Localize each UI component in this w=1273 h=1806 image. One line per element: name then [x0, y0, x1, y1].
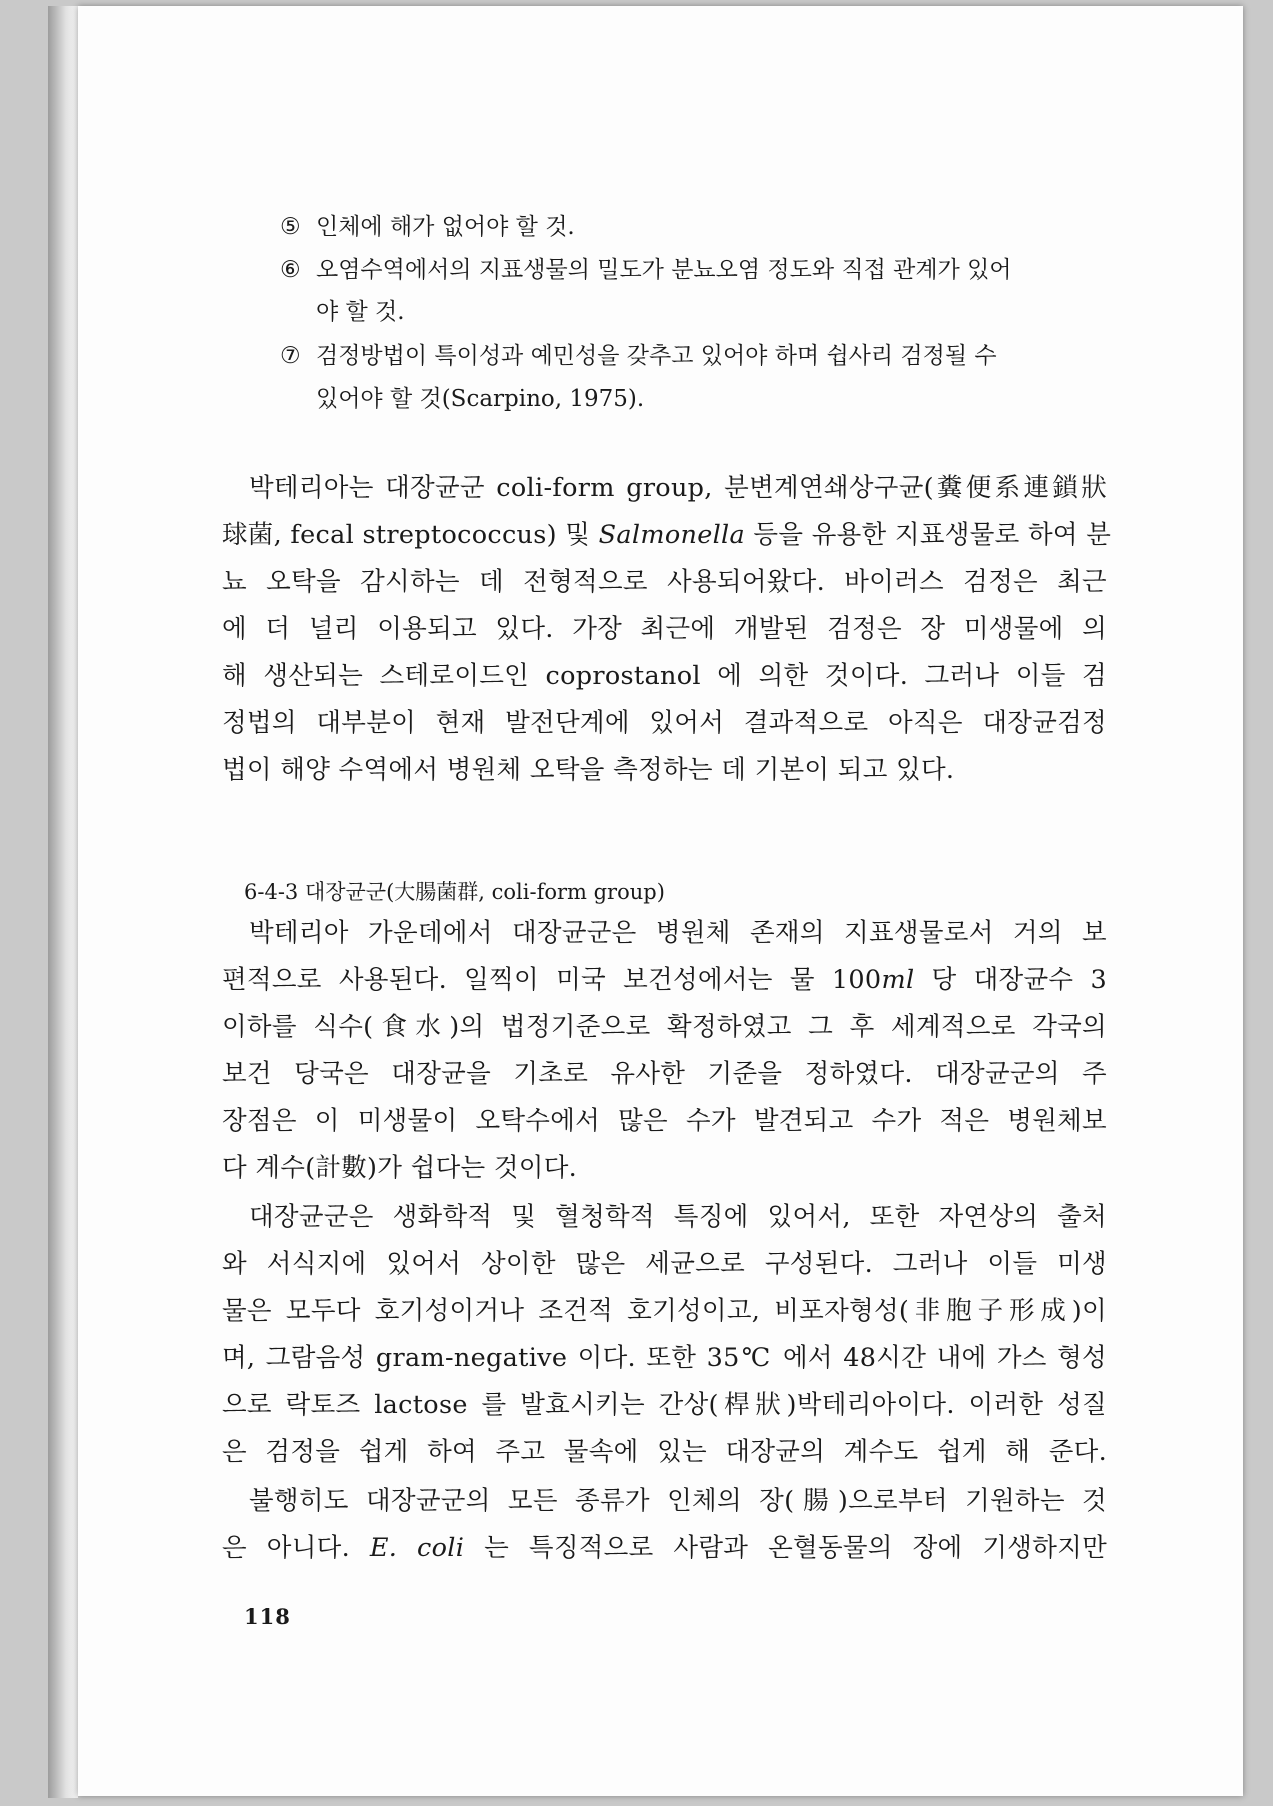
text-line: 장점은 이 미생물이 오탁수에서 많은 수가 발견되고 수가 적은 병원체보 — [222, 1106, 1107, 1136]
section-paragraph-1 — [222, 910, 1107, 1192]
text-line: 은 아니다. E. coli 는 특징적으로 사람과 온혈동물의 장에 기생하지만 — [222, 1533, 1108, 1563]
unit-ml: ml — [881, 965, 915, 995]
list-text: 있어야 할 것(Scarpino, 1975). — [316, 386, 645, 412]
text-line: 에 더 널리 이용되고 있다. 가장 최근에 개발된 검정은 장 미생물에 의 — [222, 614, 1107, 644]
text-line: 며, 그람음성 gram-negative 이다. 또한 35℃ 에서 48시간 내에 가스 형성 — [222, 1343, 1107, 1373]
species-name: Salmonella — [598, 520, 746, 550]
section-heading: 6-4-3 대장균군(大腸菌群, coli-form group) — [244, 880, 665, 904]
book-spine — [48, 6, 78, 1798]
list-text: 인체에 해가 없어야 할 것. — [316, 214, 575, 240]
text-line: 불행히도 대장균군의 모든 종류가 인체의 장(腸)으로부터 기원하는 것 — [249, 1486, 1107, 1516]
section-paragraph-3 — [222, 1478, 1107, 1572]
page-number: 118 — [244, 1604, 291, 1629]
list-item-6-cont — [316, 291, 405, 333]
species-name: E. coli — [369, 1533, 465, 1563]
text-line: 와 서식지에 있어서 상이한 많은 세균으로 구성된다. 그러나 이들 미생 — [222, 1249, 1107, 1279]
list-text: 오염수역에서의 지표생물의 밀도가 분뇨오염 정도와 직접 관계가 있어 — [316, 257, 1012, 283]
text-line: 대장균군은 생화학적 및 혈청학적 특징에 있어서, 또한 자연상의 출처 — [249, 1202, 1107, 1232]
list-number: ⑤ — [280, 214, 301, 240]
list-number: ⑦ — [280, 343, 301, 369]
page-content — [78, 6, 1243, 1796]
text-line: 박테리아 가운데에서 대장균군은 병원체 존재의 지표생물로서 거의 보 — [249, 918, 1107, 948]
text-line: 球菌, fecal streptococcus) 및 Salmonella 등을 유용한 지표생물로 하여 분 — [222, 520, 1112, 550]
intro-paragraph — [222, 465, 1112, 794]
text-line: 보건 당국은 대장균을 기초로 유사한 기준을 정하였다. 대장균군의 주 — [222, 1059, 1107, 1089]
text-line: 다 계수(計數)가 쉽다는 것이다. — [222, 1153, 578, 1183]
list-text: 검정방법이 특이성과 예민성을 갖추고 있어야 하며 쉽사리 검정될 수 — [316, 343, 997, 369]
book-page — [78, 6, 1243, 1796]
list-item-7 — [280, 335, 997, 377]
text-line: 박테리아는 대장균군 coli-form group, 분변계연쇄상구균(糞便系連鎖狀 — [249, 473, 1107, 503]
list-item-7-cont — [316, 378, 644, 420]
list-number: ⑥ — [280, 257, 301, 283]
list-item-6 — [280, 249, 1012, 291]
text-line: 은 검정을 쉽게 하여 주고 물속에 있는 대장균의 계수도 쉽게 해 준다. — [222, 1437, 1107, 1467]
section-paragraph-2 — [222, 1194, 1107, 1476]
text-line: 물은 모두다 호기성이거나 조건적 호기성이고, 비포자형성(非胞子形成)이 — [222, 1296, 1107, 1326]
text-line: 해 생산되는 스테로이드인 coprostanol 에 의한 것이다. 그러나 이들 검 — [222, 661, 1107, 691]
text-line: 정법의 대부분이 현재 발전단계에 있어서 결과적으로 아직은 대장균검정 — [222, 708, 1107, 738]
list-item-5 — [280, 206, 575, 248]
text-line: 이하를 식수(食水)의 법정기준으로 확정하였고 그 후 세계적으로 각국의 — [222, 1012, 1107, 1042]
text-line: 으로 락토즈 lactose 를 발효시키는 간상(桿狀)박테리아이다. 이러한 성질 — [222, 1390, 1107, 1420]
text-line: 법이 해양 수역에서 병원체 오탁을 측정하는 데 기본이 되고 있다. — [222, 755, 955, 785]
text-line: 뇨 오탁을 감시하는 데 전형적으로 사용되어왔다. 바이러스 검정은 최근 — [222, 567, 1107, 597]
list-text: 야 할 것. — [316, 299, 405, 325]
text-line: 편적으로 사용된다. 일찍이 미국 보건성에서는 물 100ml 당 대장균수 3 — [222, 965, 1108, 995]
